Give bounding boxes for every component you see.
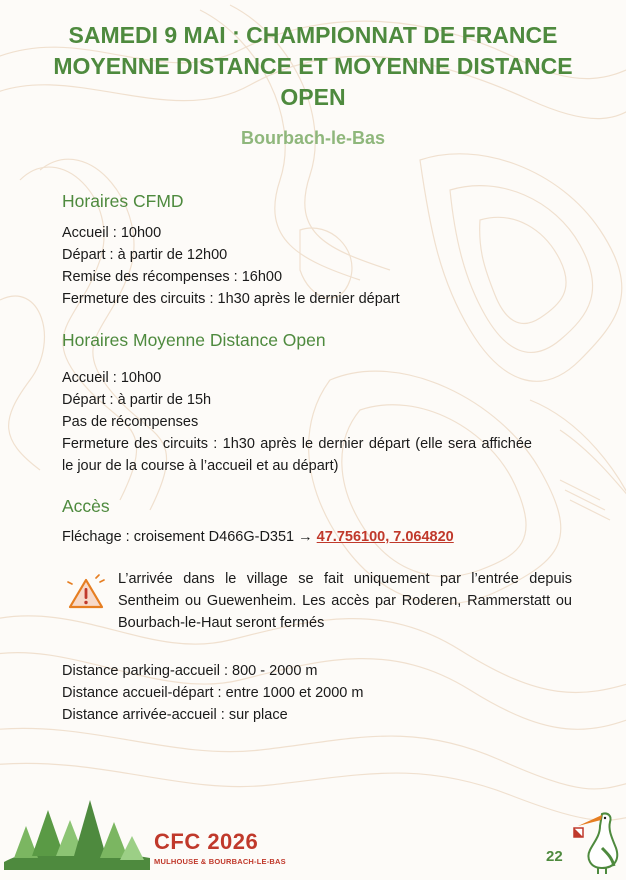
event-logo-subtitle: MULHOUSE & BOURBACH-LE-BAS [154, 857, 286, 866]
location-subtitle: Bourbach-le-Bas [240, 128, 386, 148]
open-schedule [62, 367, 532, 477]
access-warning: L’arrivée dans le village se fait uniquement par l’entrée depuis Sentheim ou Guewenheim. Les accès par Roderen, Rammerstatt ou Bourbach-le-Haut seront fermés [118, 571, 572, 631]
forest-logo-icon [4, 796, 150, 870]
cfmd-line: Départ : à partir de 12h00 [62, 247, 228, 263]
open-heading: Horaires Moyenne Distance Open [62, 330, 326, 350]
access-heading: Accès [62, 496, 110, 516]
distances-list [62, 660, 532, 726]
gps-coordinates-link[interactable]: 47.756100, 7.064820 [316, 529, 454, 545]
event-logo-title: CFC 2026 [154, 829, 259, 854]
signage-text: Fléchage : croisement D466G-D351 → [62, 529, 317, 545]
cfmd-schedule [62, 222, 532, 310]
open-line: Fermeture des circuits : 1h30 après le dernier départ (elle sera affichée le jour de la course à l’accueil et au départ) [62, 436, 532, 474]
cfmd-line: Remise des récompenses : 16h00 [62, 269, 283, 285]
open-line: Pas de récompenses [62, 414, 199, 430]
warning-icon [66, 574, 106, 614]
signage-line [62, 526, 532, 548]
distance-line: Distance parking-accueil : 800 - 2000 m [62, 663, 318, 679]
stork-mascot-icon [568, 808, 622, 874]
open-line: Accueil : 10h00 [62, 370, 162, 386]
cfmd-line: Fermeture des circuits : 1h30 après le dernier départ [62, 291, 400, 307]
cfmd-heading: Horaires CFMD [62, 191, 184, 211]
page-title: SAMEDI 9 MAI : CHAMPIONNAT DE FRANCE MOYENNE DISTANCE ET MOYENNE DISTANCE OPEN [53, 22, 573, 110]
open-line: Départ : à partir de 15h [62, 392, 212, 408]
cfmd-line: Accueil : 10h00 [62, 225, 162, 241]
distance-line: Distance arrivée-accueil : sur place [62, 707, 288, 723]
page-number: 22 [546, 848, 563, 865]
distance-line: Distance accueil-départ : entre 1000 et 2000 m [62, 685, 364, 701]
